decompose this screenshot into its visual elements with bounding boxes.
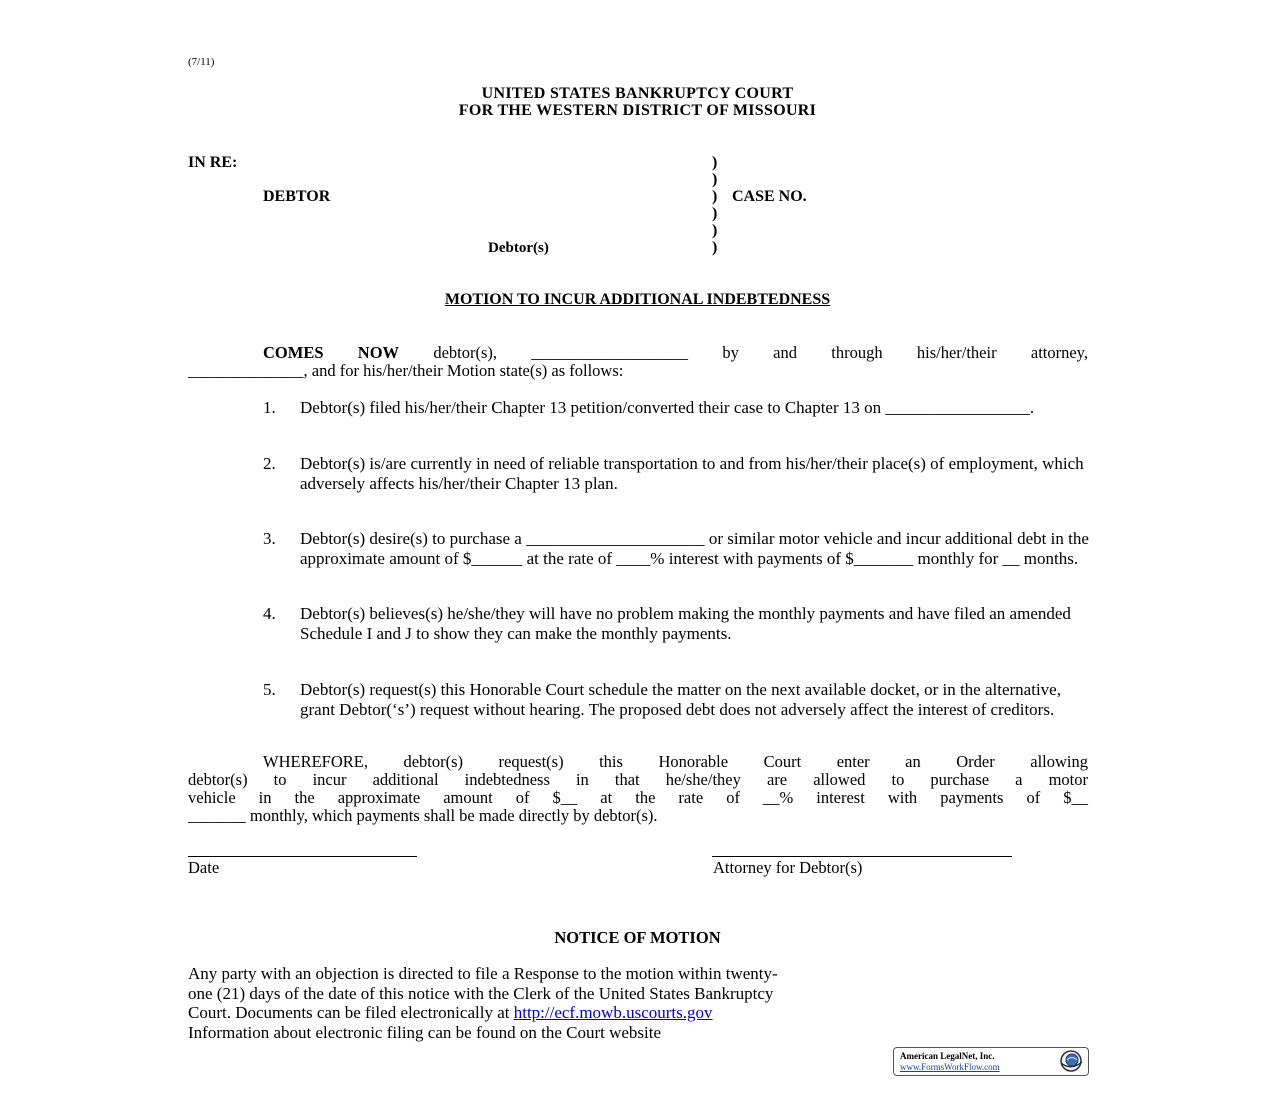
intro-rest-text: debtor(s), ___________________ by and through his/her/their attorney,	[399, 343, 1088, 362]
wherefore-line: _______ monthly, which payments shall be made directly by debtor(s).	[188, 806, 658, 825]
wherefore-line: vehicle in the approximate amount of $__ at the rate of __% interest with payments of $__	[188, 788, 1088, 807]
court-district: FOR THE WESTERN DISTRICT OF MISSOURI	[458, 102, 817, 119]
date-label: Date	[188, 858, 220, 877]
notice-line	[188, 1003, 1058, 1023]
item-number: 5.	[263, 680, 276, 699]
attorney-signature-line	[712, 856, 1012, 857]
notice-paragraph	[188, 964, 1058, 1042]
date-signature-line	[188, 856, 417, 857]
wherefore-line: WHEREFORE, debtor(s) request(s) this Honorable Court enter an Order allowing	[263, 752, 1088, 771]
court-name: UNITED STATES BANKRUPTCY COURT	[481, 85, 794, 102]
wherefore-line: debtor(s) to incur additional indebtedness in that he/she/they are allowed to purchase a motor	[188, 770, 1088, 789]
caption-paren: )	[712, 154, 718, 171]
notice-title: NOTICE OF MOTION	[554, 928, 721, 947]
ecf-link[interactable]: http://ecf.mowb.uscourts.gov	[513, 1003, 713, 1022]
item-text: Debtor(s) desire(s) to purchase a _____________________ or similar motor vehicle and incur additional debt in the approximate amount of $______ at the rate of ____% interest with payments of $_______ monthly for __ months.	[300, 529, 1089, 568]
attorney-label: Attorney for Debtor(s)	[713, 858, 863, 877]
motion-item	[263, 454, 1093, 493]
motion-item	[263, 398, 1093, 418]
intro-line-1	[188, 344, 1088, 362]
item-number: 3.	[263, 529, 276, 548]
motion-item	[263, 604, 1093, 643]
in-re-label: IN RE:	[188, 154, 238, 171]
item-number: 2.	[263, 454, 276, 473]
notice-line-text: Court. Documents can be filed electronically at	[188, 1003, 514, 1022]
motion-item	[263, 529, 1093, 568]
caption-parentheses	[712, 154, 717, 256]
wherefore-paragraph	[188, 753, 1088, 825]
badge-company-name: American LegalNet, Inc.	[900, 1051, 995, 1061]
item-text: Debtor(s) is/are currently in need of reliable transportation to and from his/her/their place(s) of employment, which adversely affects his/her/their Chapter 13 plan.	[300, 454, 1084, 493]
caption-paren: )	[712, 171, 718, 188]
debtor-label: DEBTOR	[263, 188, 331, 205]
caption-paren: )	[712, 222, 718, 239]
form-revision-code: (7/11)	[188, 56, 215, 68]
item-text: Debtor(s) filed his/her/their Chapter 13 petition/converted their case to Chapter 13 on _________________.	[300, 398, 1035, 417]
item-text: Debtor(s) believes(s) he/she/they will have no problem making the monthly payments and have filed an amended Schedule I and J to show they can make the monthly payments.	[300, 604, 1071, 643]
badge-website-link[interactable]: www.FormsWorkFlow.com	[900, 1062, 1000, 1072]
case-number-label: CASE NO.	[732, 188, 807, 205]
globe-icon	[1058, 1049, 1084, 1078]
legalnet-badge[interactable]	[893, 1047, 1089, 1076]
intro-line-2: ______________, and for his/her/their Motion state(s) as follows:	[188, 361, 624, 380]
caption-paren: )	[712, 188, 718, 205]
debtors-label: Debtor(s)	[488, 240, 549, 256]
notice-line: Any party with an objection is directed to file a Response to the motion within twenty-	[188, 964, 778, 983]
notice-line: Information about electronic filing can be found on the Court website	[188, 1022, 662, 1042]
caption-paren: )	[712, 205, 718, 222]
item-text: Debtor(s) request(s) this Honorable Court schedule the matter on the next available docket, or in the alternative, grant Debtor(‘s’) request without hearing. The proposed debt does not adversely affect the interest of creditors.	[300, 680, 1061, 719]
intro-paragraph	[188, 344, 1088, 380]
comes-now-text: COMES NOW	[263, 343, 400, 362]
caption-paren: )	[712, 239, 718, 256]
motion-item	[263, 680, 1093, 719]
item-number: 1.	[263, 398, 276, 417]
item-number: 4.	[263, 604, 276, 623]
notice-line: one (21) days of the date of this notice with the Clerk of the United States Bankruptcy	[188, 983, 774, 1003]
motion-title: MOTION TO INCUR ADDITIONAL INDEBTEDNESS	[444, 291, 831, 308]
